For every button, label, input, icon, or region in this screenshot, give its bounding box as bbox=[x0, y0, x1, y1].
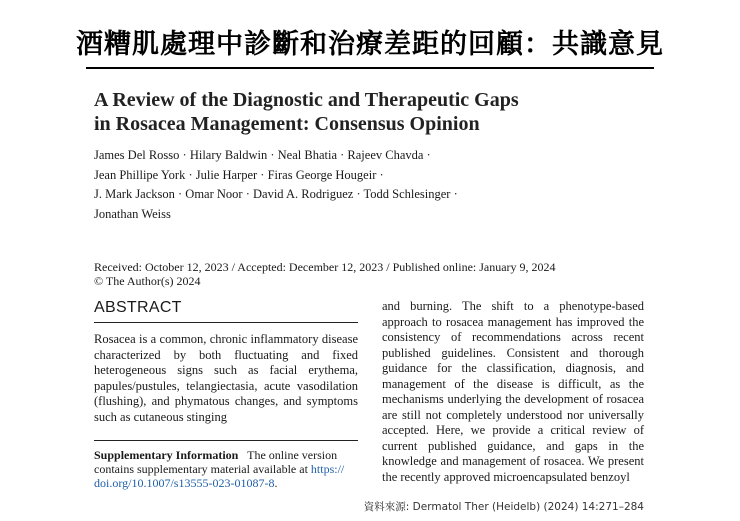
publication-dates bbox=[94, 260, 654, 288]
supplementary-information bbox=[94, 448, 358, 490]
supplementary-end: . bbox=[274, 476, 278, 490]
abstract-divider bbox=[94, 322, 358, 323]
copyright-line: © The Author(s) 2024 bbox=[94, 274, 201, 288]
abstract-text-left-column: Rosacea is a common, chronic inflammatory disease characterized by both fluctuating and fixed heterogeneous signs such as facial erythema, papules/pustules, telangiectasia, acute vasodilation (flushing), and phymatous changes, and symptoms such as cutaneous stinging bbox=[94, 332, 358, 424]
banner bbox=[0, 0, 740, 72]
paper-title-line-2: in Rosacea Management: Consensus Opinion bbox=[94, 113, 480, 135]
banner-title: 酒糟肌處理中診斷和治療差距的回顧：共識意見 bbox=[76, 29, 664, 60]
author-list bbox=[94, 146, 654, 224]
paper-title-line-1: A Review of the Diagnostic and Therapeutic Gaps bbox=[94, 89, 519, 111]
supplementary-divider bbox=[94, 440, 358, 441]
author-line: James Del Rosso · Hilary Baldwin · Neal Bhatia · Rajeev Chavda · bbox=[94, 148, 431, 162]
supplementary-text: The online version contains supplementary material available at bbox=[94, 448, 338, 476]
abstract-heading: ABSTRACT bbox=[94, 299, 182, 316]
banner-divider bbox=[86, 67, 654, 69]
doi-link[interactable]: https:// doi.org/10.1007/s13555-023-01087-8 bbox=[94, 462, 345, 490]
author-line: Jean Phillipe York · Julie Harper · Firas George Hougeir · bbox=[94, 167, 384, 182]
abstract-text-right-column: and burning. The shift to a phenotype-based approach to rosacea management has improved the consistency of recommendations across recent published guidelines. Consistent and thorough guidance for the classification, diagnosis, and management of the disease is difficult, as the mechanisms underlying the development of rosacea are still not completely understood nor universally accepted. Here, we provide a critical review of current published guidance, and gaps in the knowledge and management of rosacea. We present the recently approved microencapsulated benzoyl bbox=[382, 299, 644, 484]
dates-line: Received: October 12, 2023 / Accepted: December 12, 2023 / Published online: January 9, 2024 bbox=[94, 260, 556, 274]
supplementary-label: Supplementary Information bbox=[94, 448, 239, 462]
author-line: J. Mark Jackson · Omar Noor · David A. Rodriguez · Todd Schlesinger · bbox=[94, 187, 458, 201]
author-line: Jonathan Weiss bbox=[94, 206, 171, 221]
source-citation: 資料來源: Dermatol Ther (Heidelb) (2024) 14:271–284 bbox=[363, 501, 644, 513]
paper-title bbox=[94, 88, 654, 136]
